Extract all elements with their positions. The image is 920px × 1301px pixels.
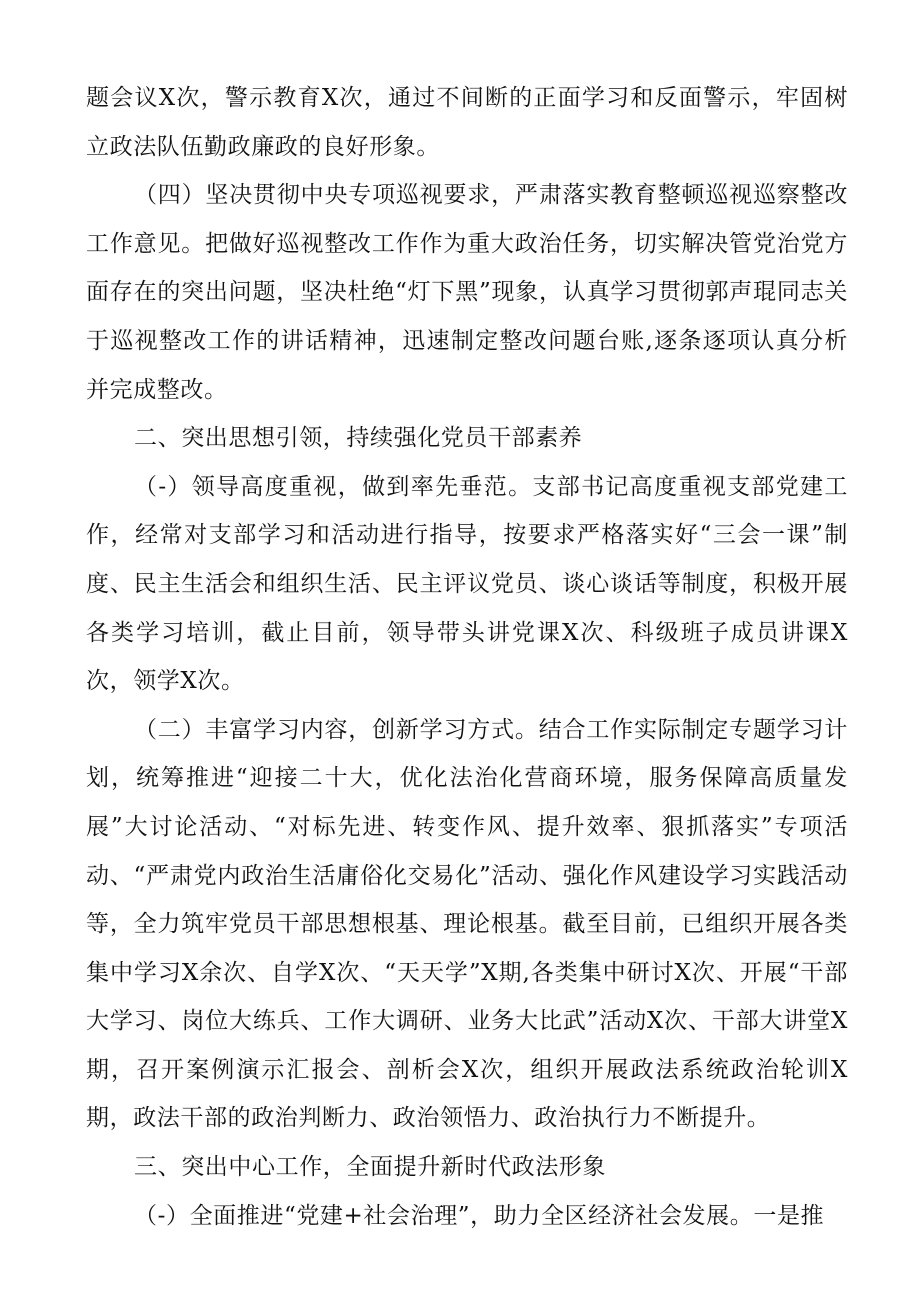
paragraph-learning-content: （二）丰富学习内容，创新学习方式。结合工作实际制定专题学习计划，统筹推进“迎接二十大，优化法治化营商环境，服务保障高质量发展”大讨论活动、“对标先进、转变作风、提升效率、狠抓落实”专项活动、“严肃党内政治生活庸俗化交易化”活动、强化作风建设学习实践活动等，全力筑牢党员干部思想根基、理论根基。截至目前，已组织开展各类集中学习X余次、自学X次、“天天学”X期,各类集中研讨X次、开展“干部大学习、岗位大练兵、工作大调研、业务大比武”活动X次、干部大讲堂X期，召开案例演示汇报会、剖析会X次，组织开展政法系统政治轮训X期，政法干部的政治判断力、政治领悟力、政治执行力不断提升。 [86, 716, 848, 1132]
paragraph-party-building-governance: （-）全面推进“党建+社会治理”，助力全区经济社会发展。一是推 [134, 1202, 825, 1229]
section-heading-3: 三、突出中心工作，全面提升新时代政法形象 [134, 1154, 606, 1181]
paragraph-inspection-rectification: （四）坚决贯彻中央专项巡视要求，严肃落实教育整顿巡视巡察整改工作意见。把做好巡视整改工作作为重大政治任务，切实解决管党治党方面存在的突出问题，坚决杜绝“灯下黑”现象，认真学习贯彻郭声琨同志关于巡视整改工作的讲话精神，迅速制定整改问题台账,逐条逐项认真分析并完成整改。 [86, 182, 848, 403]
paragraph-continuation: 题会议X次，警示教育X次，通过不间断的正面学习和反面警示，牢固树立政法队伍勤政廉政的良好形象。 [86, 85, 848, 160]
paragraph-leadership: （-）领导高度重视，做到率先垂范。支部书记高度重视支部党建工作，经常对支部学习和活动进行指导，按要求严格落实好“三会一课”制度、民主生活会和组织生活、民主评议党员、谈心谈话等制度，积极开展各类学习培训，截止目前，领导带头讲党课X次、科级班子成员讲课X次，领学X次。 [86, 473, 848, 695]
document-body [86, 74, 848, 1240]
section-heading-2: 二、突出思想引领，持续强化党员干部素养 [134, 425, 583, 452]
